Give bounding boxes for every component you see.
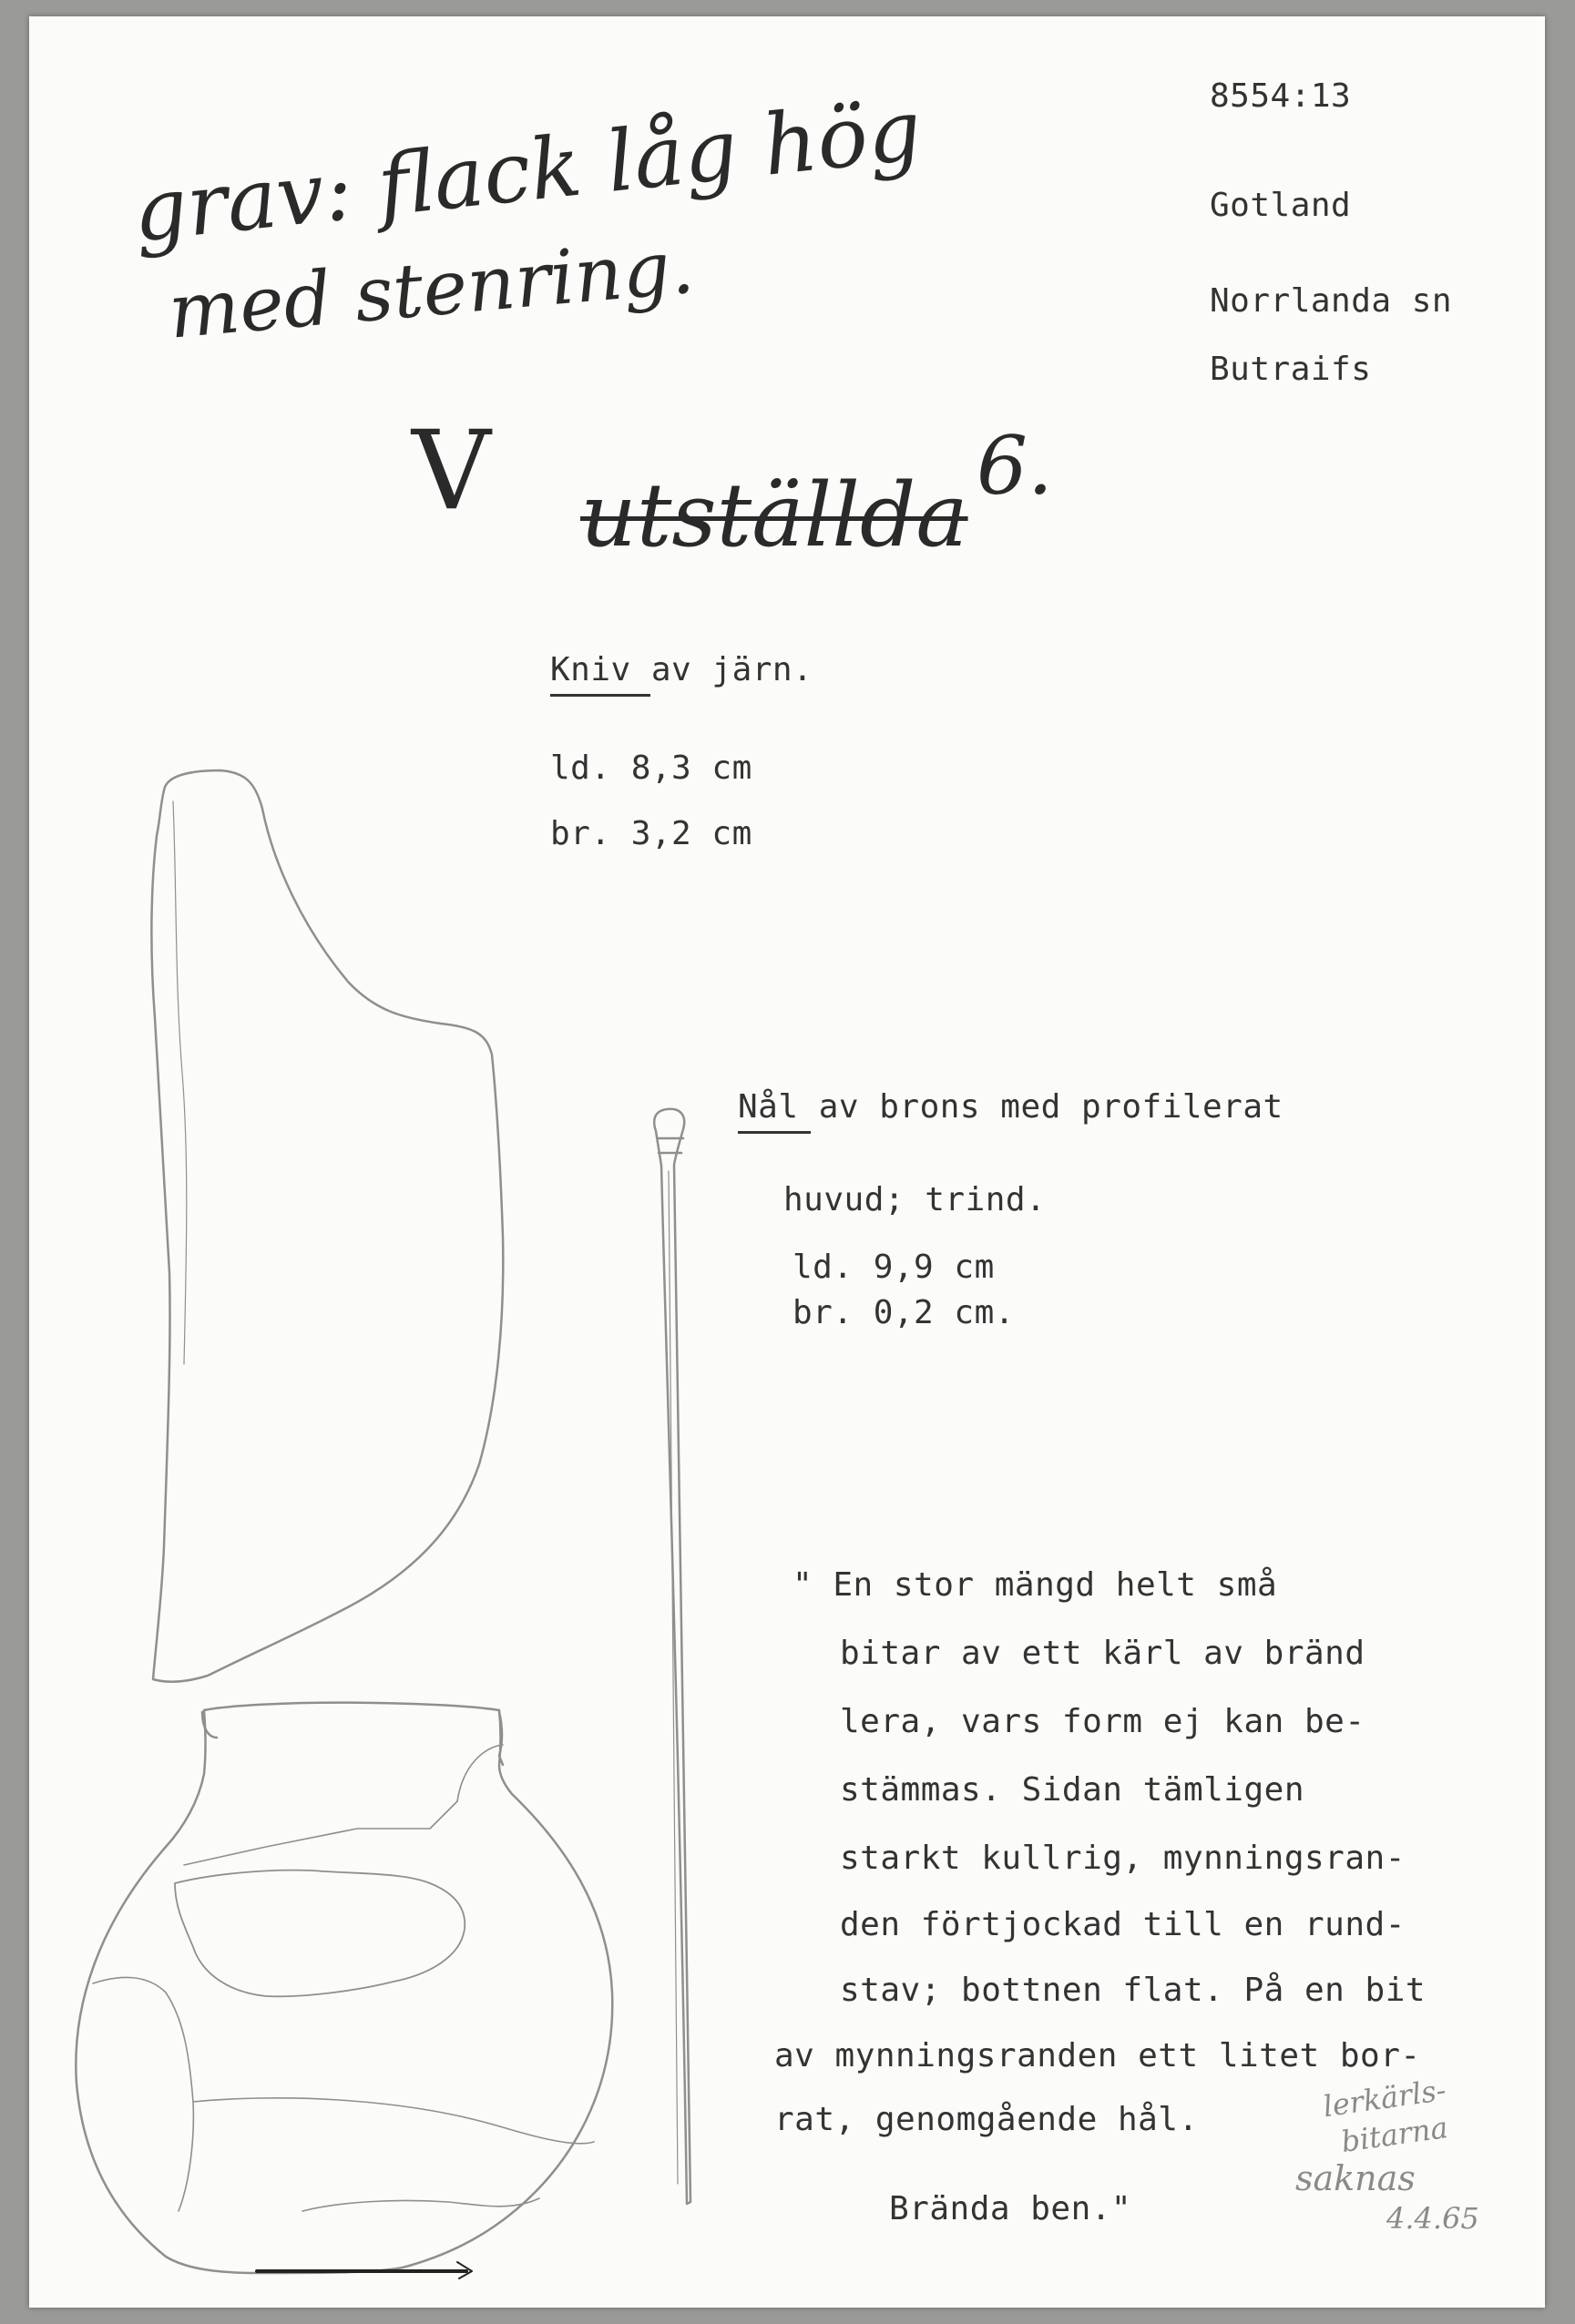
grave-note-line2: med stenring. [165, 223, 698, 356]
check-mark: V [412, 408, 491, 535]
knife-width: br. 3,2 cm [550, 815, 752, 852]
quote-line-8: av mynningsranden ett litet bor- [774, 2037, 1421, 2074]
catalog-number: 8554:13 [1210, 77, 1352, 115]
needle-title-rest: av brons med profilerat [798, 1088, 1284, 1126]
pencil-note-line3: saknas [1295, 2158, 1416, 2198]
site: Butraifs [1210, 351, 1372, 388]
quote-line-3: lera, vars form ej kan be- [840, 1703, 1365, 1740]
item-number: 6. [977, 419, 1053, 513]
quote-line-7: stav; bottnen flat. På en bit [840, 1972, 1427, 2009]
needle-width: br. 0,2 cm. [793, 1294, 1015, 1331]
quote-line-1: " En stor mängd helt små [793, 1566, 1278, 1604]
knife-title-rest: av järn. [630, 651, 813, 688]
needle-drawing [654, 1109, 690, 2204]
knife-title-word: Kniv [550, 651, 631, 688]
quote-line-9: rat, genomgående hål. [774, 2101, 1199, 2138]
knife-length: ld. 8,3 cm [550, 749, 752, 787]
pencil-note-line1: lerkärls- [1321, 2072, 1448, 2125]
quote-line-5: starkt kullrig, mynningsran- [840, 1840, 1406, 1877]
quote-line-2: bitar av ett kärl av bränd [840, 1635, 1365, 1672]
needle-length: ld. 9,9 cm [793, 1249, 995, 1286]
knife-drawing [151, 770, 503, 1682]
quote-line-6: den förtjockad till en rund- [840, 1906, 1406, 1943]
pot-drawing [76, 1703, 612, 2273]
needle-title-word: Nål [738, 1088, 799, 1126]
parish: Norrlanda sn [1210, 282, 1453, 320]
needle-line2: huvud; trind. [783, 1181, 1047, 1218]
struck-word: utställda [580, 464, 968, 566]
pencil-note-date: 4.4.65 [1386, 2201, 1479, 2236]
grave-note-line1: grav: flack låg hög [128, 81, 926, 261]
quote-line-4: stämmas. Sidan tämligen [840, 1771, 1304, 1809]
region: Gotland [1210, 187, 1352, 224]
quote-closing: Brända ben." [889, 2190, 1132, 2227]
pencil-note-line2: bitarna [1338, 2109, 1450, 2160]
document-sheet [29, 16, 1545, 2308]
artifact-drawings [29, 16, 1545, 2308]
